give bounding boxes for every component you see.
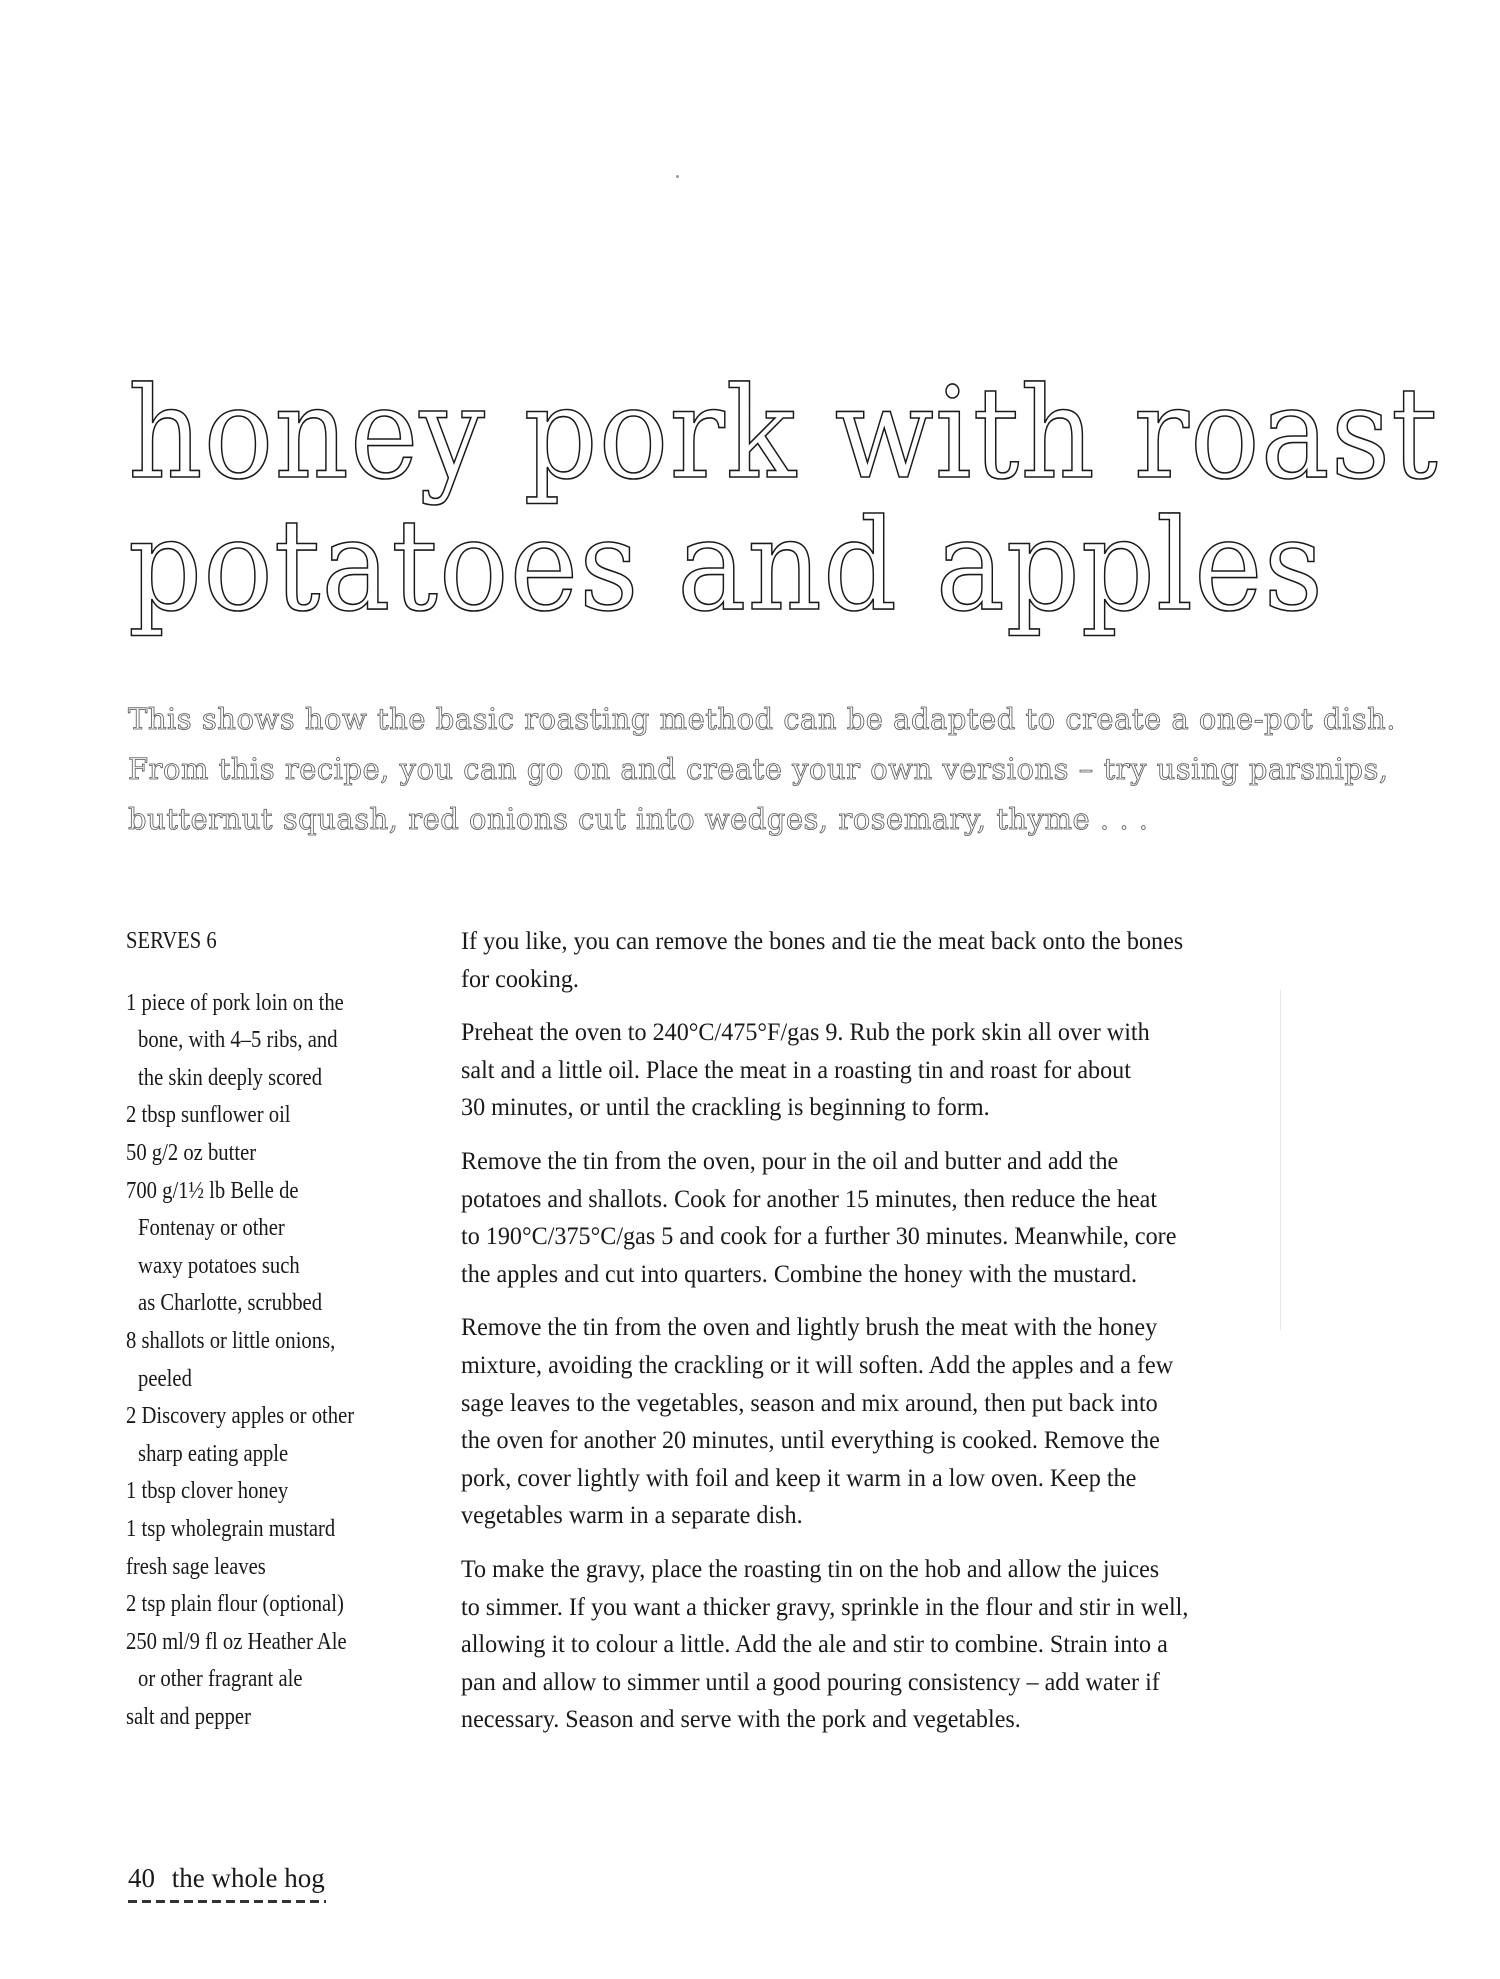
recipe-intro (128, 694, 1428, 844)
method-line: 30 minutes, or until the crackling is beginning to form. (461, 1094, 990, 1122)
ingredient-item (126, 1473, 384, 1511)
method-paragraph (461, 1309, 1436, 1535)
method-line: salt and a little oil. Place the meat in a roasting tin and roast for about (461, 1056, 1131, 1084)
intro-line: butternut squash, red onions cut into wedges, rosemary, thyme . . . (128, 802, 1149, 836)
ingredient-text: 1 piece of pork loin on the (126, 989, 344, 1016)
method-line: vegetables warm in a separate dish. (461, 1502, 803, 1530)
ingredient-text: salt and pepper (126, 1703, 251, 1730)
intro-line: From this recipe, you can go on and create your own versions – try using parsnips, (128, 752, 1389, 786)
page-number: 40 (128, 1863, 155, 1893)
recipe-title (128, 360, 1439, 639)
ingredient-text: 2 tbsp sunflower oil (126, 1102, 291, 1129)
method-paragraph (461, 923, 1436, 998)
method-line: If you like, you can remove the bones and tie the meat back onto the bones (461, 928, 1184, 955)
method-line: the apples and cut into quarters. Combine the honey with the mustard. (461, 1260, 1138, 1288)
method-line: allowing it to colour a little. Add the ale and stir to combine. Strain into a (461, 1631, 1168, 1659)
method-line: to 190°C/375°C/gas 5 and cook for a further 30 minutes. Meanwhile, core (461, 1223, 1177, 1251)
method-paragraph (461, 1143, 1436, 1293)
ingredients-column (126, 923, 384, 1736)
method-line: pork, cover lightly with foil and keep it warm in a low oven. Keep the (461, 1464, 1137, 1492)
ingredient-continuation: as Charlotte, scrubbed (138, 1290, 323, 1317)
method-line: potatoes and shallots. Cook for another 15 minutes, then reduce the heat (461, 1185, 1158, 1213)
ingredient-item (126, 1549, 384, 1587)
method-line: necessary. Season and serve with the pork and vegetables. (461, 1706, 1021, 1734)
ingredient-continuation: or other fragrant ale (138, 1666, 303, 1693)
method-paragraph (461, 1014, 1436, 1127)
ingredient-continuation: waxy potatoes such (138, 1252, 300, 1279)
ingredient-item (126, 1624, 384, 1699)
ingredient-text: 1 tbsp clover honey (126, 1478, 289, 1505)
ingredient-item (126, 1097, 384, 1135)
ingredient-item (126, 1135, 384, 1173)
ingredient-list (126, 985, 384, 1737)
ingredient-text: 1 tsp wholegrain mustard (126, 1515, 336, 1542)
serves-label: SERVES 6 (126, 928, 217, 954)
title-line: potatoes and apples (128, 492, 1324, 639)
method-line: To make the gravy, place the roasting tin on the hob and allow the juices (461, 1555, 1160, 1583)
method-line: sage leaves to the vegetables, season and mix around, then put back into (461, 1389, 1158, 1417)
method-line: to simmer. If you want a thicker gravy, sprinkle in the flour and stir in well, (461, 1593, 1189, 1621)
ingredient-item (126, 1586, 384, 1624)
method-line: Remove the tin from the oven and lightly brush the meat with the honey (461, 1314, 1158, 1342)
ingredient-text: fresh sage leaves (126, 1553, 266, 1580)
ingredient-item (126, 1173, 384, 1323)
method-line: pan and allow to simmer until a good pouring consistency – add water if (461, 1668, 1160, 1696)
running-title: the whole hog (171, 1863, 325, 1893)
method-paragraph (461, 1551, 1436, 1739)
ingredient-continuation: the skin deeply scored (138, 1064, 323, 1091)
ingredient-continuation: peeled (138, 1365, 192, 1392)
method-line: Remove the tin from the oven, pour in the oil and butter and add the (461, 1147, 1119, 1175)
ingredient-text: 700 g/1½ lb Belle de (126, 1177, 299, 1204)
ingredient-text: 250 ml/9 fl oz Heather Ale (126, 1628, 347, 1655)
method-line: mixture, avoiding the crackling or it will soften. Add the apples and a few (461, 1351, 1174, 1379)
ingredient-item (126, 1323, 384, 1398)
title-line: honey pork with roast (128, 360, 1439, 507)
ingredient-continuation: sharp eating apple (138, 1440, 289, 1467)
ingredient-text: 2 tsp plain flour (optional) (126, 1591, 344, 1618)
ingredient-continuation: bone, with 4–5 ribs, and (138, 1027, 338, 1054)
scan-speck (676, 175, 679, 178)
page-footer (128, 1862, 326, 1903)
ingredient-item (126, 1398, 384, 1473)
method-line: Preheat the oven to 240°C/475°F/gas 9. Rub the pork skin all over with (461, 1019, 1150, 1047)
dashed-rule (128, 1900, 326, 1903)
ingredient-continuation: Fontenay or other (138, 1215, 285, 1242)
ingredient-text: 2 Discovery apples or other (126, 1403, 355, 1430)
method-column (461, 923, 1436, 1755)
ingredient-item (126, 985, 384, 1098)
method-line: for cooking. (461, 965, 579, 993)
ingredient-text: 8 shallots or little onions, (126, 1327, 336, 1354)
intro-line: This shows how the basic roasting method can be adapted to create a one-pot dish. (128, 702, 1397, 736)
ingredient-item (126, 1511, 384, 1549)
method-line: the oven for another 20 minutes, until everything is cooked. Remove the (461, 1427, 1160, 1455)
ingredient-item (126, 1699, 384, 1737)
ingredient-text: 50 g/2 oz butter (126, 1139, 257, 1166)
